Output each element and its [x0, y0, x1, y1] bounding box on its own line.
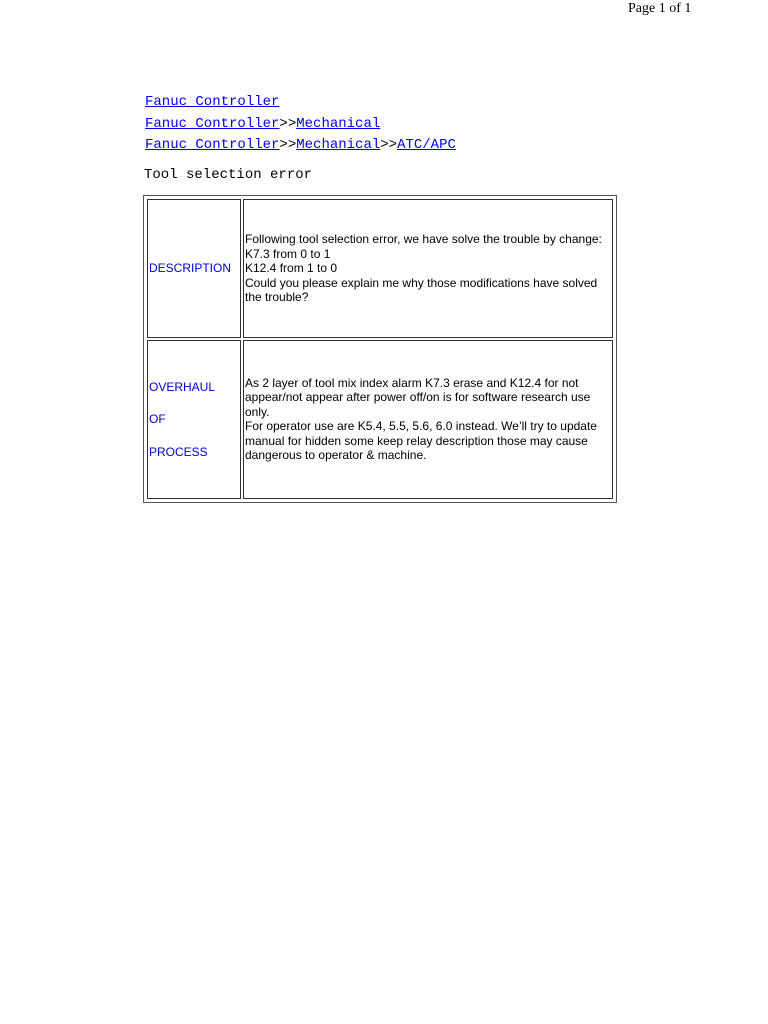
- overhaul-label-line: PROCESS: [149, 444, 208, 459]
- breadcrumb-link-mechanical[interactable]: Mechanical: [296, 115, 381, 132]
- breadcrumb-trail: [145, 92, 456, 157]
- overhaul-line: As 2 layer of tool mix index alarm K7.3 erase and K12.4 for not appear/not appear after power off/on is for software research use only.: [245, 375, 591, 419]
- overhaul-label: [147, 340, 241, 499]
- overhaul-line: For operator use are K5.4, 5.5, 5.6, 6.0 instead. We’ll try to update manual for hidden some keep relay description those may cause dangerous to operator & machine.: [245, 419, 597, 463]
- table-row-overhaul: [147, 340, 613, 499]
- description-line: Could you please explain me why those modifications have solved the trouble?: [245, 275, 598, 305]
- breadcrumb-separator: >>: [279, 115, 297, 132]
- overhaul-label-line: OF: [149, 412, 166, 427]
- breadcrumb-link-atc-apc[interactable]: ATC/APC: [397, 137, 456, 153]
- overhaul-label-line: OVERHAUL: [149, 379, 216, 394]
- overhaul-content: [243, 340, 613, 499]
- document-title: Tool selection error: [144, 167, 313, 183]
- breadcrumb-link-fanuc-controller[interactable]: Fanuc Controller: [145, 94, 280, 110]
- info-table-grid: [145, 197, 615, 501]
- breadcrumb-link-mechanical[interactable]: Mechanical: [296, 137, 381, 153]
- description-line: K12.4 from 1 to 0: [245, 261, 338, 276]
- breadcrumb-line-2: [145, 114, 456, 136]
- breadcrumb-separator: >>: [380, 137, 398, 153]
- table-row-description: [147, 199, 613, 338]
- breadcrumb-link-fanuc-controller[interactable]: Fanuc Controller: [145, 137, 280, 153]
- overhaul-label-stack: [149, 380, 239, 460]
- description-label: DESCRIPTION: [147, 199, 241, 338]
- breadcrumb-line-1: [145, 92, 456, 114]
- description-content: [243, 199, 613, 338]
- description-line: K7.3 from 0 to 1: [245, 246, 331, 261]
- breadcrumb-line-3: [145, 135, 456, 157]
- breadcrumb-separator: >>: [279, 137, 297, 153]
- page-number: Page 1 of 1: [628, 1, 692, 16]
- breadcrumb-link-fanuc-controller[interactable]: Fanuc Controller: [145, 115, 280, 132]
- info-table: [143, 195, 617, 503]
- description-line: Following tool selection error, we have solve the trouble by change:: [245, 232, 602, 247]
